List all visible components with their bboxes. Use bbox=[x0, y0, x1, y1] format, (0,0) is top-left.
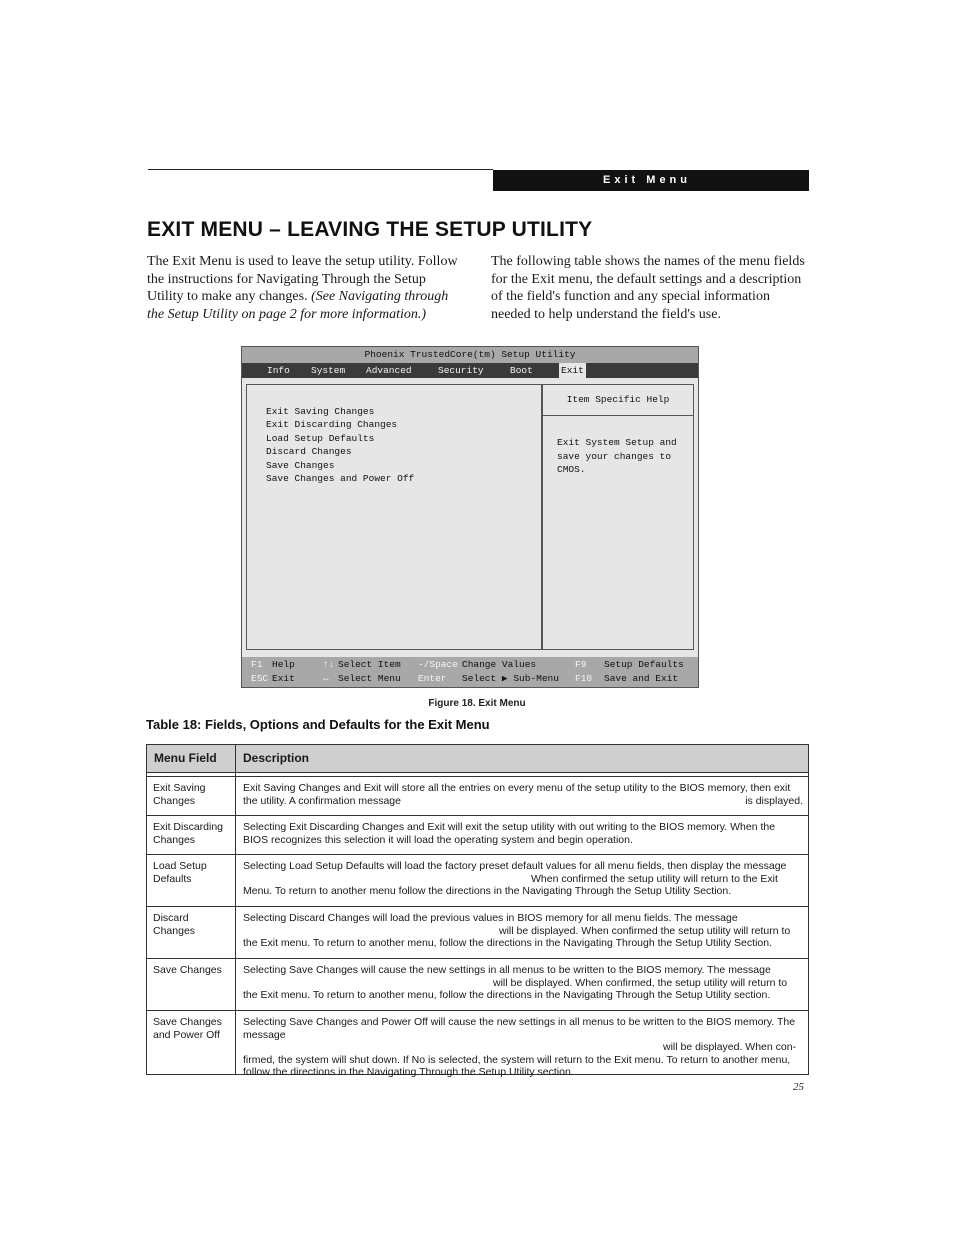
intro-right-paragraph: The following table shows the names of the menu fields for the Exit menu, the default settings and a description of the field's function and any special information needed to help understand the field's use. bbox=[491, 254, 805, 322]
bios-item-save-changes[interactable]: Save Changes bbox=[266, 460, 335, 471]
row-description bbox=[243, 821, 803, 846]
bios-key-f1-label: Help bbox=[272, 659, 295, 670]
column-divider bbox=[235, 1011, 236, 1074]
bios-key-enter-label: Select ▶ Sub-Menu bbox=[462, 673, 559, 684]
intro-left-reference: (See Navigating through the Setup Utility on page 2 for more information.) bbox=[147, 289, 449, 322]
page-title: EXIT MENU – LEAVING THE SETUP UTILITY bbox=[147, 218, 593, 241]
bios-help-line: Exit System Setup and bbox=[557, 437, 677, 448]
bios-menu-system[interactable]: System bbox=[311, 365, 346, 376]
table-row bbox=[147, 855, 808, 907]
bios-key-enter: Enter bbox=[418, 673, 447, 684]
section-tab: Exit Menu bbox=[493, 170, 809, 191]
bios-key-leftright: ↔ bbox=[323, 673, 329, 684]
row-description-text: Selecting Exit Discarding Changes and Exit will exit the setup utility with out writing to the BIOS memory. When the BIOS recognizes this selection it will load the operating system and begin operation. bbox=[243, 821, 776, 846]
column-divider bbox=[235, 855, 236, 906]
row-description-tail: When confirmed the setup utility will return to the Exit Menu. To return to another menu follow the directions in the Navigating Through the Setup Utility Section. bbox=[243, 872, 778, 897]
row-field: Save Changes bbox=[153, 964, 222, 976]
column-divider bbox=[235, 745, 236, 772]
row-description bbox=[243, 964, 803, 1002]
row-field: Exit Discarding Changes bbox=[153, 821, 224, 846]
bios-help-line: CMOS. bbox=[557, 464, 586, 475]
column-divider bbox=[235, 777, 236, 815]
intro-left-text: The Exit Menu is used to leave the setup utility. Follow the instructions for Navigating Through the Setup Utility to make any changes. bbox=[147, 254, 458, 304]
row-description bbox=[243, 860, 803, 898]
bios-key-updown-label: Select Item bbox=[338, 659, 401, 670]
bios-key-updown: ↑↓ bbox=[323, 659, 335, 670]
intro-left-paragraph bbox=[147, 253, 465, 323]
bios-title: Phoenix TrustedCore(tm) Setup Utility bbox=[242, 347, 698, 363]
bios-key-space: -/Space bbox=[418, 659, 458, 670]
bios-menu-exit[interactable]: Exit bbox=[561, 365, 584, 376]
fields-table bbox=[146, 744, 809, 1078]
bios-menu-info[interactable]: Info bbox=[267, 365, 290, 376]
row-field: Save Changes and Power Off bbox=[153, 1016, 222, 1041]
header-rule bbox=[148, 169, 493, 170]
bios-item-list bbox=[246, 384, 542, 650]
row-description-text: Selecting Save Changes and Power Off will cause the new settings in all menus to be written to the BIOS memory. The message bbox=[243, 1016, 796, 1041]
bios-item-discard-changes[interactable]: Discard Changes bbox=[266, 446, 352, 457]
row-description-text: Selecting Load Setup Defaults will load the factory preset default values for all menu fields, then display the message bbox=[243, 860, 787, 872]
row-description bbox=[243, 1016, 803, 1079]
header-description: Description bbox=[243, 751, 310, 765]
bios-menu-boot[interactable]: Boot bbox=[510, 365, 533, 376]
row-field: Load Setup Defaults bbox=[153, 860, 207, 885]
bios-status-bar bbox=[242, 657, 698, 687]
row-description-tail: will be displayed. When con-firmed, the system will shut down. If No is selected, the system will return to the Exit menu. To return to another menu, follow the directions in the Navigating Through the Setup Utility section. bbox=[243, 1041, 797, 1078]
row-description-tail: will be displayed. When confirmed the setup utility will return to the Exit menu. To return to another menu, follow the directions in the Navigating Through the Setup Utility Section. bbox=[243, 924, 791, 949]
bios-key-f9: F9 bbox=[575, 659, 587, 670]
column-divider bbox=[235, 773, 236, 776]
column-divider bbox=[235, 816, 236, 854]
column-divider bbox=[235, 959, 236, 1010]
bios-help-text bbox=[557, 436, 677, 477]
bios-key-f10: F10 bbox=[575, 673, 593, 684]
row-field: Discard Changes bbox=[153, 912, 196, 937]
bios-item-load-setup-defaults[interactable]: Load Setup Defaults bbox=[266, 433, 375, 444]
bios-setup-screen bbox=[241, 346, 699, 688]
bios-item-save-changes-power-off[interactable]: Save Changes and Power Off bbox=[266, 473, 415, 484]
bios-key-f10-label: Save and Exit bbox=[604, 673, 679, 684]
bios-help-panel bbox=[542, 384, 694, 650]
page-number: 25 bbox=[793, 1081, 804, 1093]
bios-key-f9-label: Setup Defaults bbox=[604, 659, 684, 670]
row-description-tail: is displayed. bbox=[745, 794, 803, 807]
table-row bbox=[147, 907, 808, 959]
row-description-text: Selecting Save Changes will cause the new settings in all menus to be written to the BIOS memory. The message bbox=[243, 964, 771, 976]
column-divider bbox=[235, 907, 236, 958]
row-description bbox=[243, 912, 803, 950]
bios-menu-security[interactable]: Security bbox=[438, 365, 484, 376]
row-field: Exit Saving Changes bbox=[153, 782, 206, 807]
header-menu-field: Menu Field bbox=[154, 751, 217, 765]
bios-item-exit-saving-changes[interactable]: Exit Saving Changes bbox=[266, 406, 375, 417]
bios-help-line: save your changes to bbox=[557, 450, 672, 462]
row-description-text: Selecting Discard Changes will load the previous values in BIOS memory for all menu fields. The message bbox=[243, 912, 738, 924]
bios-menu-advanced[interactable]: Advanced bbox=[366, 365, 412, 376]
table-row bbox=[147, 816, 808, 855]
bios-key-space-label: Change Values bbox=[462, 659, 537, 670]
table-caption: Table 18: Fields, Options and Defaults for the Exit Menu bbox=[146, 717, 490, 732]
table-row bbox=[147, 1011, 808, 1078]
row-description bbox=[243, 782, 803, 807]
bios-item-exit-discarding-changes[interactable]: Exit Discarding Changes bbox=[266, 419, 398, 430]
table-row bbox=[147, 777, 808, 816]
row-description-text: Exit Saving Changes and Exit will store all the entries on every menu of the setup utility to the BIOS memory, then exit the utility. A confirmation message bbox=[243, 782, 791, 807]
table-row bbox=[147, 959, 808, 1011]
bios-key-leftright-label: Select Menu bbox=[338, 673, 401, 684]
bios-key-esc: ESC bbox=[251, 673, 269, 684]
bios-key-esc-label: Exit bbox=[272, 673, 295, 684]
row-description-tail: will be displayed. When confirmed, the setup utility will return to the Exit menu. To return to another menu, follow the directions in the Navigating Through the Setup Utility section. bbox=[243, 976, 788, 1001]
bios-key-f1: F1 bbox=[251, 659, 263, 670]
bios-menu-bar bbox=[242, 363, 698, 378]
figure-caption: Figure 18. Exit Menu bbox=[428, 698, 526, 709]
table-header-row bbox=[147, 745, 808, 773]
bios-help-title: Item Specific Help bbox=[543, 385, 693, 416]
